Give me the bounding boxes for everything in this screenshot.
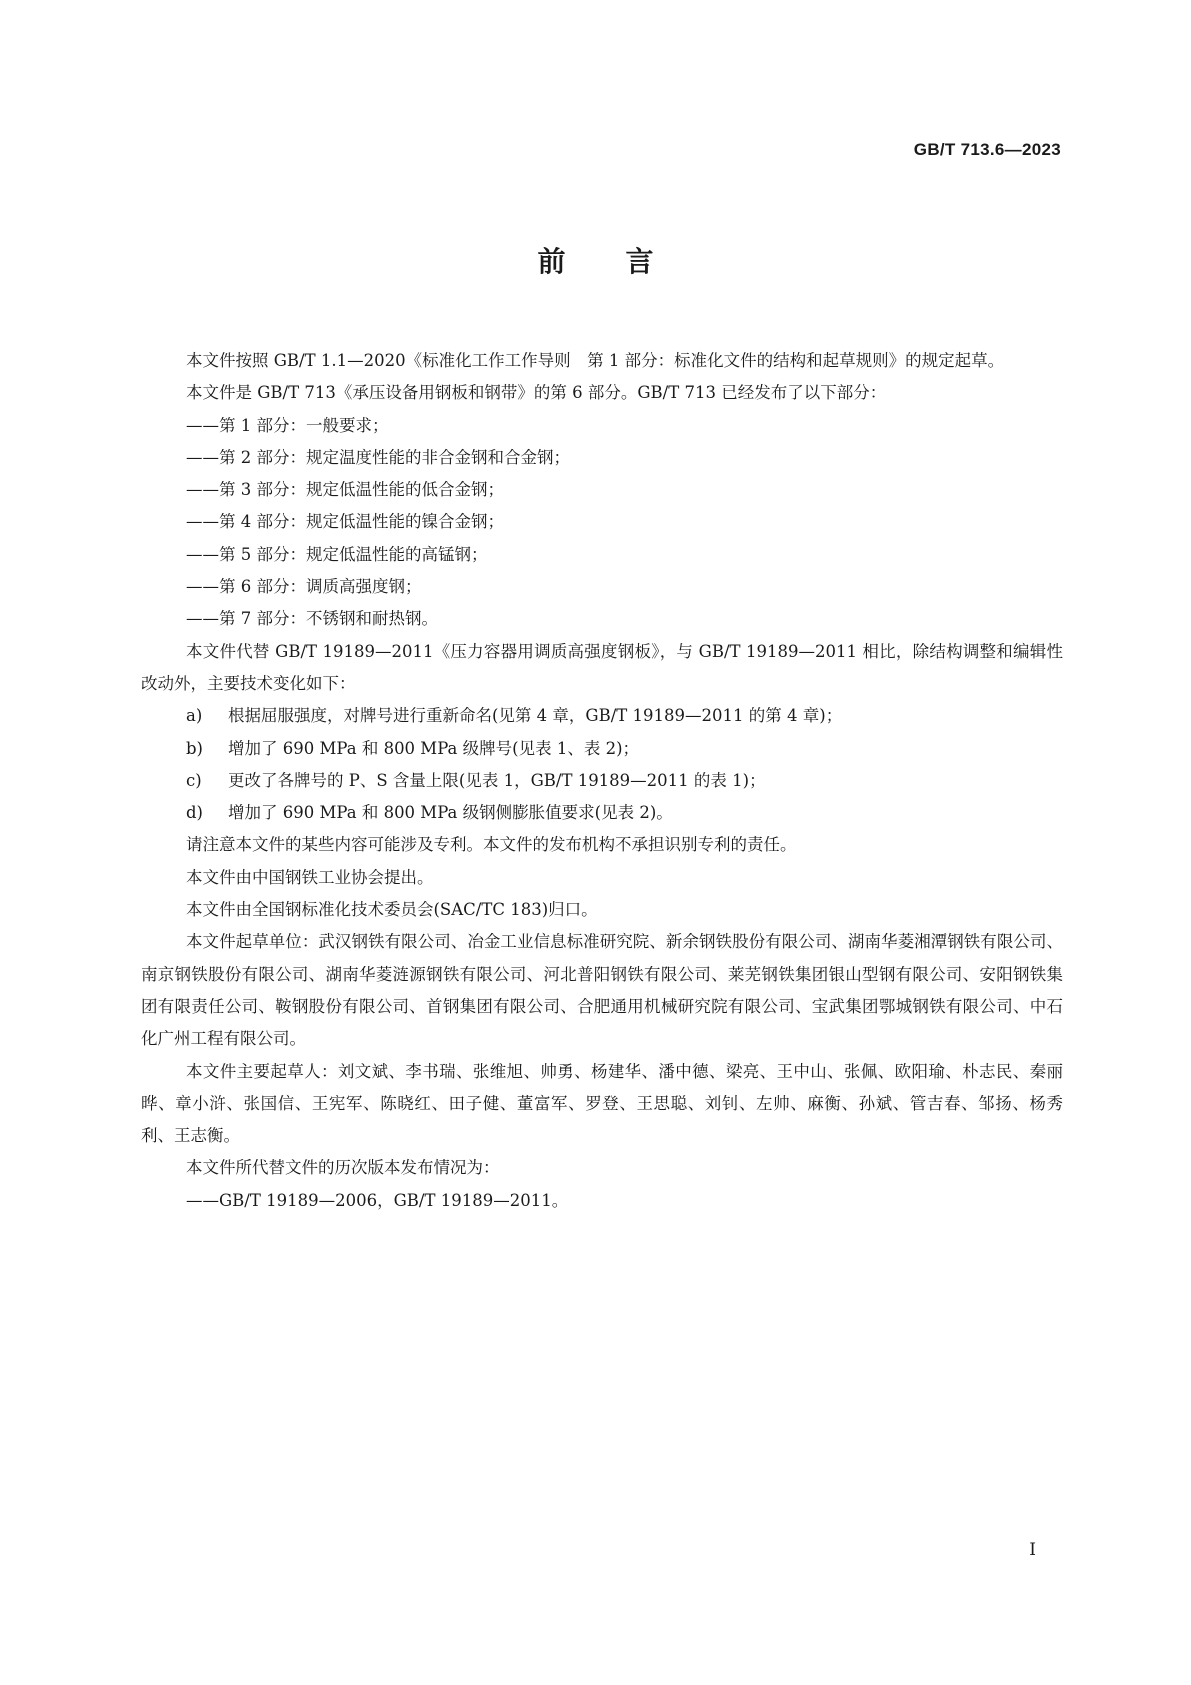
foreword-body (141, 345, 1063, 1217)
change-item-a-text: 根据屈服强度，对牌号进行重新命名(见第 4 章，GB/T 19189—2011 的第 4 章)； (228, 706, 843, 726)
paragraph-history-intro: 本文件所代替文件的历次版本发布情况为： (186, 1158, 500, 1178)
list-item-part-2: ——第 2 部分：规定温度性能的非合金钢和合金钢； (186, 447, 570, 467)
list-item-part-5: ——第 5 部分：规定低温性能的高锰钢； (186, 544, 488, 564)
paragraph-replacement: 本文件代替 GB/T 19189—2011《压力容器用调质高强度钢板》，与 GB/T 19189—2011 相比，除结构调整和编辑性改动外，主要技术变化如下： (141, 641, 1063, 693)
change-item-a-mark: a) (186, 706, 203, 726)
standard-code: GB/T 713.6—2023 (913, 140, 1061, 159)
change-item-d-text: 增加了 690 MPa 和 800 MPa 级钢侧膨胀值要求(见表 2)。 (228, 803, 673, 823)
paragraph-drafting-rules: 本文件按照 GB/T 1.1—2020《标准化工作工作导则 第 1 部分：标准化文件的结构和起草规则》的规定起草。 (186, 351, 1005, 370)
change-item-b (141, 733, 1063, 765)
page-number: I (1029, 1540, 1036, 1560)
list-item-history: ——GB/T 19189—2006，GB/T 19189—2011。 (186, 1190, 569, 1210)
change-item-c-text: 更改了各牌号的 P、S 含量上限(见表 1，GB/T 19189—2011 的表 1)； (228, 770, 766, 790)
list-item-part-7: ——第 7 部分：不锈钢和耐热钢。 (186, 609, 438, 629)
paragraph-drafters: 本文件主要起草人：刘文斌、李书瑞、张维旭、帅勇、杨建华、潘中德、梁亮、王中山、张佩、欧阳瑜、朴志民、秦丽晔、章小浒、张国信、王宪军、陈晓红、田子健、董富军、罗登、王思聪、刘钊、左帅、麻衡、孙斌、管吉春、邹扬、杨秀利、王志衡。 (141, 1061, 1063, 1146)
page-title: 前言 (537, 245, 714, 278)
change-item-b-mark: b) (186, 738, 203, 758)
paragraph-part-intro: 本文件是 GB/T 713《承压设备用钢板和钢带》的第 6 部分。GB/T 713 已经发布了以下部分： (186, 383, 887, 403)
list-item-part-1: ——第 1 部分：一般要求； (186, 415, 389, 435)
paragraph-proposer: 本文件由中国钢铁工业协会提出。 (186, 867, 434, 887)
change-item-d (141, 797, 1063, 829)
list-item-part-3: ——第 3 部分：规定低温性能的低合金钢； (186, 480, 504, 500)
change-item-c-mark: c) (186, 770, 202, 790)
change-item-a (141, 700, 1063, 732)
change-item-c (141, 765, 1063, 797)
paragraph-committee: 本文件由全国钢标准化技术委员会(SAC/TC 183)归口。 (186, 900, 598, 920)
paragraph-drafting-units: 本文件起草单位：武汉钢铁有限公司、冶金工业信息标准研究院、新余钢铁股份有限公司、湖南华菱湘潭钢铁有限公司、南京钢铁股份有限公司、湖南华菱涟源钢铁有限公司、河北普阳钢铁有限公司、莱芜钢铁集团银山型钢有限公司、安阳钢铁集团有限责任公司、鞍钢股份有限公司、首钢集团有限公司、合肥通用机械研究院有限公司、宝武集团鄂城钢铁有限公司、中石化广州工程有限公司。 (141, 932, 1063, 1049)
list-item-part-6: ——第 6 部分：调质高强度钢； (186, 577, 422, 597)
change-item-b-text: 增加了 690 MPa 和 800 MPa 级牌号(见表 1、表 2)； (228, 738, 640, 758)
change-item-d-mark: d) (186, 803, 203, 823)
paragraph-patent-notice: 请注意本文件的某些内容可能涉及专利。本文件的发布机构不承担识别专利的责任。 (186, 835, 797, 855)
list-item-part-4: ——第 4 部分：规定低温性能的镍合金钢； (186, 512, 504, 532)
